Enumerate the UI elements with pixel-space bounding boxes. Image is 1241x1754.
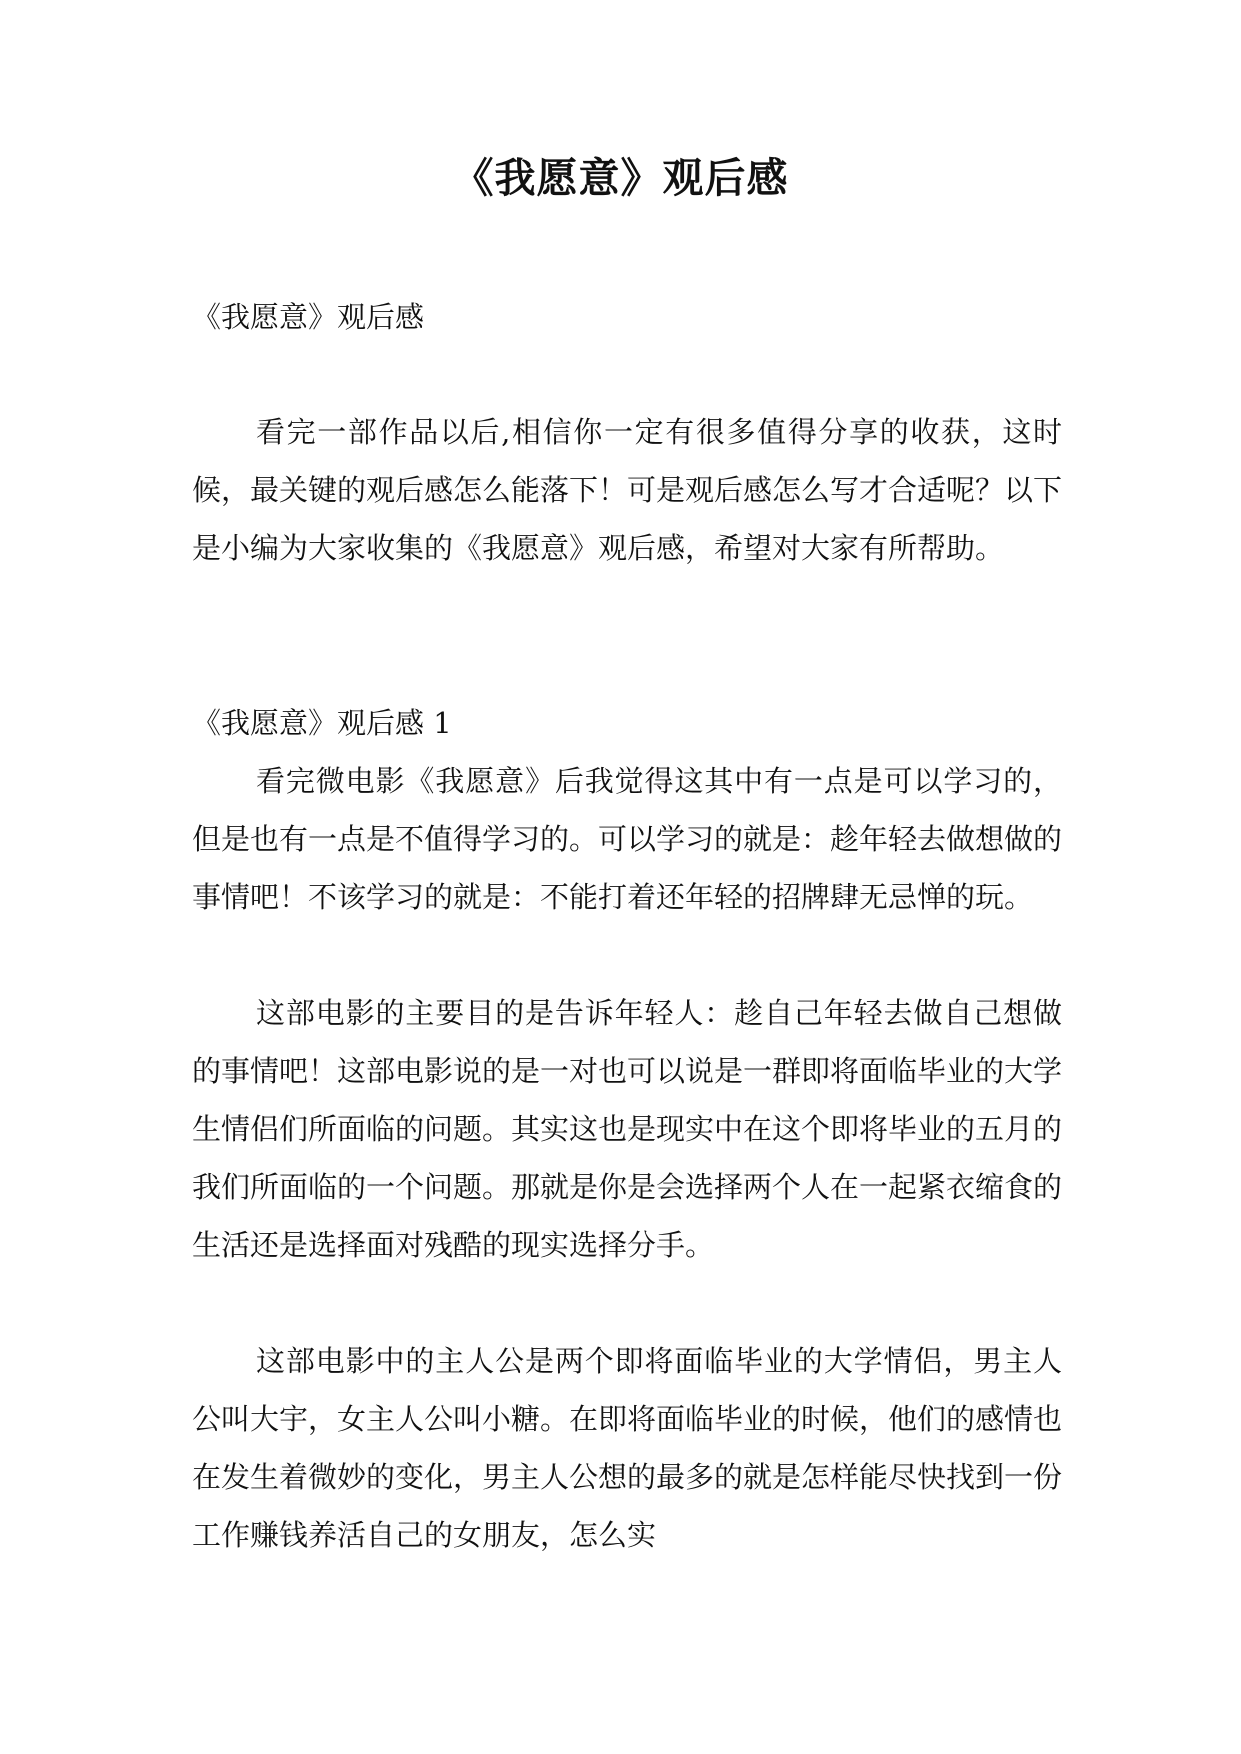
body-paragraph-3: 这部电影中的主人公是两个即将面临毕业的大学情侣，男主人公叫大宇，女主人公叫小糖。在即将面临毕业的时候，他们的感情也在发生着微妙的变化，男主人公想的最多的就是怎样能尽快找到一份工作赚钱养活自己的女朋友，怎么实 <box>192 1344 1063 1552</box>
document-subtitle: 《我愿意》观后感 <box>192 300 425 334</box>
body-paragraph-2: 这部电影的主要目的是告诉年轻人：趁自己年轻去做自己想做的事情吧！这部电影说的是一对也可以说是一群即将面临毕业的大学生情侣们所面临的问题。其实这也是现实中在这个即将毕业的五月的我们所面临的一个问题。那就是你是会选择两个人在一起紧衣缩食的生活还是选择面对残酷的现实选择分手。 <box>192 996 1063 1262</box>
page-title: 《我愿意》观后感 <box>452 154 789 202</box>
body-paragraph-1: 看完微电影《我愿意》后我觉得这其中有一点是可以学习的，但是也有一点是不值得学习的。可以学习的就是：趁年轻去做想做的事情吧！不该学习的就是：不能打着还年轻的招牌肆无忌惮的玩。 <box>192 764 1063 914</box>
section-heading: 《我愿意》观后感 1 <box>192 706 452 740</box>
intro-paragraph: 看完一部作品以后,相信你一定有很多值得分享的收获，这时候，最关键的观后感怎么能落下！可是观后感怎么写才合适呢？以下是小编为大家收集的《我愿意》观后感，希望对大家有所帮助。 <box>192 415 1063 565</box>
